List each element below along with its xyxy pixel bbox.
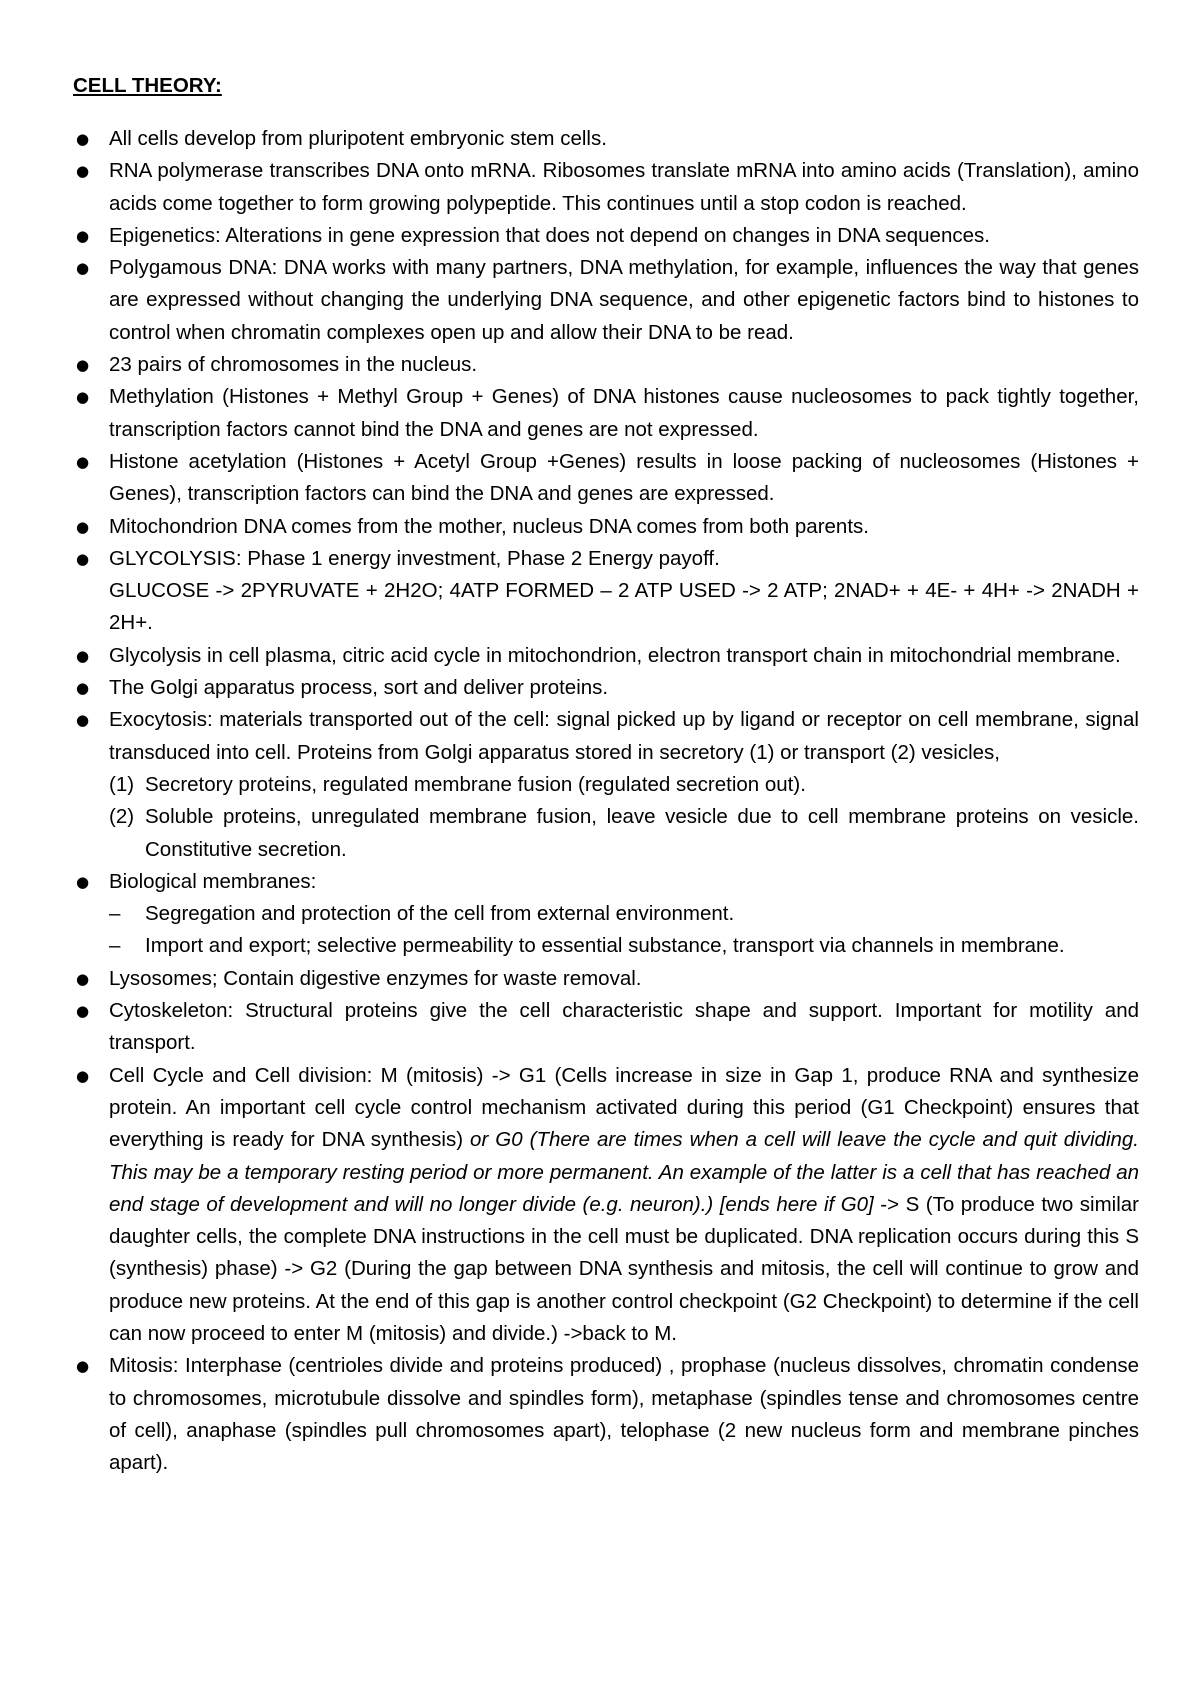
list-item (73, 511, 1139, 543)
list-item (73, 381, 1139, 446)
bullet-icon: ● (76, 452, 90, 471)
item-text: Mitosis: Interphase (centrioles divide and proteins produced) , prophase (nucleus dissolves, chromatin condense to chromosomes, microtubule dissolve and spindles form), metaphase (spindles tense and chromosomes centre of cell), anaphase (spindles pull chromosomes apart), telophase (2 new nucleus form and membrane pinches apart). (109, 1354, 1139, 1475)
bullet-icon: ● (76, 872, 90, 891)
list-item (73, 155, 1139, 220)
bullet-icon: ● (76, 130, 90, 148)
sub-item (109, 930, 1139, 962)
sub-item-marker: (1) (109, 772, 135, 796)
item-text: Cell Cycle and Cell division: M (mitosis) -> G1 (Cells increase in size in Gap 1, produce RNA and synthesize protein. An important cell cycle control mechanism activated during this period (G1 Checkpoint) ensures that everything is ready for DNA synthesis) (109, 1063, 1139, 1152)
item-text: Cytoskeleton: Structural proteins give the cell characteristic shape and support. Important for motility and transport. (109, 999, 1139, 1055)
list-item (73, 672, 1139, 704)
item-text: Lysosomes; Contain digestive enzymes for waste removal. (109, 966, 642, 990)
item-text: 23 pairs of chromosomes in the nucleus. (109, 353, 478, 377)
list-item (73, 252, 1139, 349)
bullet-icon: ● (76, 679, 90, 698)
page-title: CELL THEORY: (73, 74, 222, 97)
bullet-icon: ● (76, 711, 90, 730)
bullet-icon: ● (76, 646, 90, 665)
list-item (73, 704, 1139, 865)
bullet-icon: ● (76, 1066, 90, 1085)
item-text: -> S (To produce two similar daughter cells, the complete DNA instructions in the cell must be duplicated. DNA replication occurs during this S (synthesis) phase) -> G2 (During the gap between DNA synthesis and mitosis, the cell will continue to grow and produce new proteins. At the end of this gap is another control checkpoint (G2 Checkpoint) to determine if the cell can now proceed to enter M (mitosis) and divide.) ->back to M. (109, 1192, 1139, 1345)
sub-item (109, 898, 1139, 930)
item-text: Methylation (Histones + Methyl Group + Genes) of DNA histones cause nucleosomes to pack tightly together, transcription factors cannot bind the DNA and genes are not expressed. (109, 385, 1139, 441)
bullet-icon: ● (76, 226, 90, 245)
list-item (73, 349, 1139, 381)
item-text: Exocytosis: materials transported out of the cell: signal picked up by ligand or receptor on cell membrane, signal transduced into cell. Proteins from Golgi apparatus stored in secretory (1) or transport (2) vesicles, (109, 708, 1139, 764)
list-item (73, 446, 1139, 511)
item-text: Epigenetics: Alterations in gene expression that does not depend on changes in DNA sequences. (109, 223, 990, 247)
list-item (73, 866, 1139, 963)
list-item (73, 640, 1139, 672)
sub-item (109, 801, 1139, 866)
item-text: Polygamous DNA: DNA works with many partners, DNA methylation, for example, influences the way that genes are expressed without changing the underlying DNA sequence, and other epigenetic factors bind to histones to control when chromatin complexes open up and allow their DNA to be read. (109, 256, 1139, 344)
list-item (73, 220, 1139, 252)
item-text: RNA polymerase transcribes DNA onto mRNA. Ribosomes translate mRNA into amino acids (Translation), amino acids come together to form growing polypeptide. This continues until a stop codon is reached. (109, 159, 1139, 215)
list-item (73, 123, 1139, 155)
item-text: GLYCOLYSIS: Phase 1 energy investment, Phase 2 Energy payoff. (109, 546, 720, 570)
bullet-icon: ● (76, 969, 90, 988)
bullet-icon: ● (76, 517, 90, 536)
sub-item-text: Soluble proteins, unregulated membrane fusion, leave vesicle due to cell membrane proteins on vesicle. Constitutive secretion. (145, 805, 1139, 861)
bullet-icon: ● (76, 388, 90, 407)
item-text: Biological membranes: (109, 869, 317, 893)
sub-item-text: Secretory proteins, regulated membrane fusion (regulated secretion out). (145, 772, 806, 796)
item-text: All cells develop from pluripotent embryonic stem cells. (109, 127, 607, 150)
bullet-icon: ● (76, 549, 90, 568)
list-item (73, 995, 1139, 1060)
item-text: The Golgi apparatus process, sort and deliver proteins. (109, 676, 609, 700)
notes-list (73, 123, 1139, 1479)
item-text: Glycolysis in cell plasma, citric acid cycle in mitochondrion, electron transport chain in mitochondrial membrane. (109, 643, 1121, 667)
item-text-italic: or G0 (There are times when a cell will leave the cycle and quit dividing. This may be a temporary resting period or more permanent. An example of the latter is a cell that has reached an end stage of development and will no longer divide (e.g. neuron).) [ends here if G0] (109, 1128, 1139, 1216)
list-item (73, 1350, 1139, 1479)
glycolysis-equation: GLUCOSE -> 2PYRUVATE + 2H2O; 4ATP FORMED – 2 ATP USED -> 2 ATP; 2NAD+ + 4E- + 4H+ -> 2NADH + 2H+. (109, 579, 1139, 635)
sub-item-text: Segregation and protection of the cell from external environment. (145, 902, 735, 926)
sub-item (109, 769, 1139, 801)
list-item (73, 963, 1139, 995)
item-text: Mitochondrion DNA comes from the mother, nucleus DNA comes from both parents. (109, 514, 869, 538)
bullet-icon: ● (76, 356, 90, 375)
bullet-icon: ● (76, 1357, 90, 1376)
item-text: Histone acetylation (Histones + Acetyl Group +Genes) results in loose packing of nucleosomes (Histones + Genes), transcription factors can bind the DNA and genes are expressed. (109, 449, 1139, 506)
sub-item-text: Import and export; selective permeability to essential substance, transport via channels in membrane. (145, 934, 1065, 958)
dash-icon: – (109, 902, 121, 926)
bullet-icon: ● (76, 259, 90, 278)
dash-icon: – (109, 934, 121, 958)
list-item (73, 543, 1139, 640)
bullet-icon: ● (76, 162, 90, 181)
list-item (73, 1060, 1139, 1351)
sub-item-marker: (2) (109, 805, 135, 829)
bullet-icon: ● (76, 1002, 90, 1021)
